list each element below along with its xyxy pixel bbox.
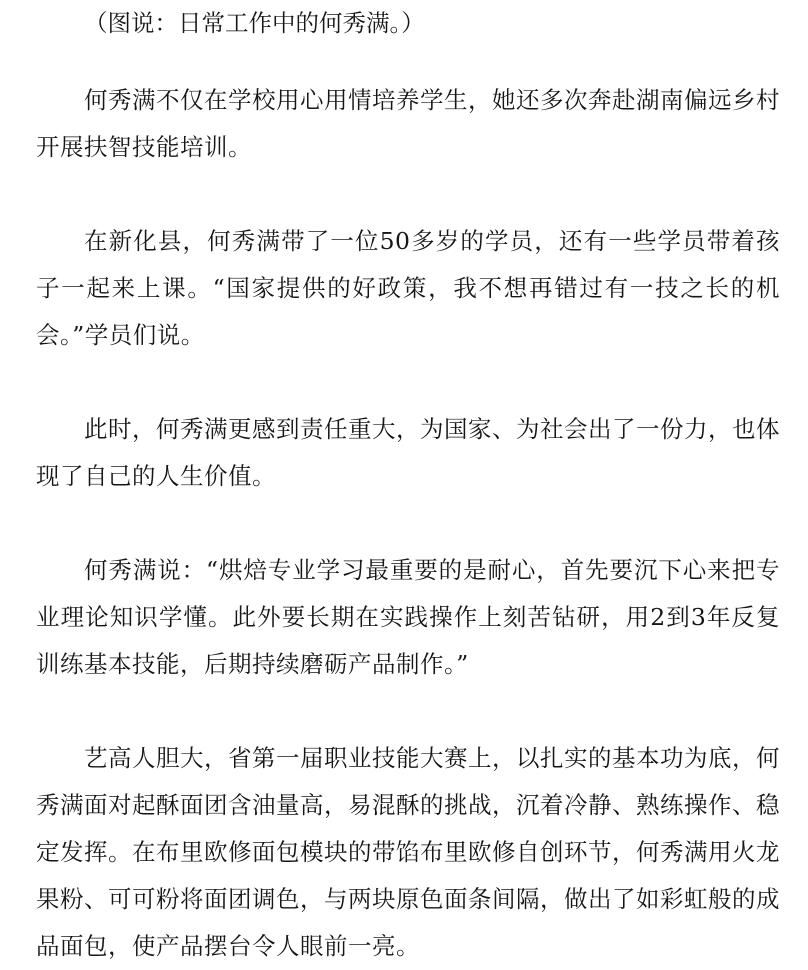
paragraph-2: 在新化县，何秀满带了一位50多岁的学员，还有一些学员带着孩子一起来上课。“国家提供的好政策，我不想再错过有一技之长的机会。”学员们说。: [36, 227, 780, 349]
image-caption: （图说：日常工作中的何秀满。）: [84, 9, 425, 37]
paragraph-5: 艺高人胆大，省第一届职业技能大赛上，以扎实的基本功为底，何秀满面对起酥面团含油量高，易混酥的挑战，沉着冷静、熟练操作、稳定发挥。在布里欧修面包模块的带馅布里欧修自创环节，何秀满用火龙果粉、可可粉将面团调色，与两块原色面条间隔，做出了如彩虹般的成品面包，使产品摆台令人眼前一亮。: [36, 744, 780, 960]
paragraph-1: 何秀满不仅在学校用心用情培养学生，她还多次奔赴湖南偏远乡村开展扶智技能培训。: [36, 86, 780, 161]
article-body: [36, 0, 780, 970]
paragraph-4: 何秀满说：“烘焙专业学习最重要的是耐心，首先要沉下心来把专业理论知识学懂。此外要长期在实践操作上刻苦钻研，用2到3年反复训练基本技能，后期持续磨砺产品制作。”: [36, 556, 780, 678]
paragraph-3: 此时，何秀满更感到责任重大，为国家、为社会出了一份力，也体现了自己的人生价值。: [36, 415, 780, 490]
